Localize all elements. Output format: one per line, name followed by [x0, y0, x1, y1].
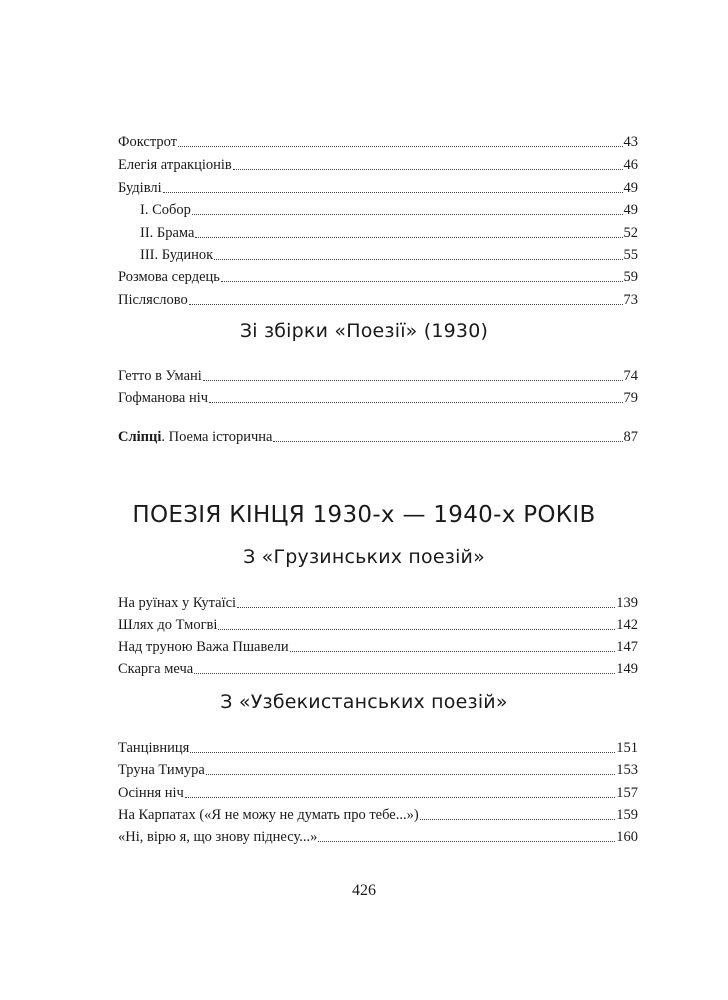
toc-entry-page: 157	[616, 785, 638, 801]
toc-entry[interactable]	[118, 759, 638, 781]
toc-entry-title: Елегія атракціонів	[118, 157, 232, 173]
toc-entry[interactable]	[118, 365, 638, 387]
toc-entry-title: На руїнах у Кутаїсі	[118, 595, 237, 611]
dot-leader	[233, 154, 623, 170]
toc-entry-page: 159	[616, 807, 638, 823]
toc-entry[interactable]	[118, 636, 638, 658]
toc-entry-page: 160	[616, 829, 638, 845]
toc-entry-title: Будівлі	[118, 180, 162, 196]
toc-entry-title: Післяслово	[118, 292, 188, 308]
toc-entry-page: 149	[616, 661, 638, 677]
toc-entry[interactable]	[118, 387, 638, 409]
toc-entry-title: Гетто в Умані	[118, 368, 202, 384]
toc-entry-title: Шлях до Тмогві	[118, 617, 218, 633]
dot-leader	[163, 177, 623, 193]
dot-leader	[194, 658, 615, 674]
page-number: 426	[352, 882, 376, 899]
toc-entry-title: Осіння ніч	[118, 785, 184, 801]
toc-subentry[interactable]	[140, 244, 638, 266]
toc-entry-page: 43	[623, 134, 638, 150]
dot-leader	[273, 426, 622, 442]
toc-entry-title-rest: . Поема історична	[161, 429, 273, 445]
toc-entry[interactable]	[118, 592, 638, 614]
dot-leader	[290, 636, 616, 652]
toc-entry-title-bold: Сліпці	[118, 429, 162, 445]
toc-entry-page: 55	[623, 247, 638, 263]
toc-entry-slipci[interactable]	[118, 426, 638, 448]
toc-entry-page: 142	[616, 617, 638, 633]
toc-entry[interactable]	[118, 289, 638, 311]
dot-leader	[195, 222, 622, 238]
dot-leader	[318, 826, 615, 842]
toc-entry-page: 49	[623, 180, 638, 196]
dot-leader	[237, 592, 615, 608]
toc-entry-page: 49	[623, 202, 638, 218]
toc-entry-page: 87	[623, 429, 638, 445]
toc-entry-page: 74	[623, 368, 638, 384]
toc-entry-title: «Ні, вірю я, що знову піднесу...»	[118, 829, 318, 845]
toc-entry[interactable]	[118, 266, 638, 288]
toc-entry-page: 151	[616, 740, 638, 756]
dot-leader	[218, 614, 615, 630]
dot-leader	[192, 199, 623, 215]
toc-entry-title: Труна Тимура	[118, 762, 205, 778]
dot-leader	[203, 365, 623, 381]
toc-entry[interactable]	[118, 782, 638, 804]
toc-entry-title: Фокстрот	[118, 134, 177, 150]
toc-entry-page: 79	[623, 390, 638, 406]
toc-entry-page: 59	[623, 269, 638, 285]
toc-entry-page: 153	[616, 762, 638, 778]
toc-entry-title: III. Будинок	[140, 247, 214, 263]
dot-leader	[420, 804, 616, 820]
dot-leader	[190, 737, 615, 753]
dot-leader	[209, 387, 622, 403]
toc-entry[interactable]	[118, 826, 638, 848]
toc-entry-title: Над труною Важа Пшавели	[118, 639, 289, 655]
section-heading-georgian: З «Грузинських поезій»	[243, 546, 485, 568]
toc-entry[interactable]	[118, 737, 638, 759]
dot-leader	[178, 131, 623, 147]
dot-leader	[206, 759, 615, 775]
toc-entry-page: 139	[616, 595, 638, 611]
toc-entry[interactable]	[118, 177, 638, 199]
toc-entry-title: Гофманова ніч	[118, 390, 209, 406]
toc-entry-page: 147	[616, 639, 638, 655]
toc-entry-title: Танцівниця	[118, 740, 190, 756]
toc-entry-title: II. Брама	[140, 225, 195, 241]
toc-entry[interactable]	[118, 614, 638, 636]
toc-subentry[interactable]	[140, 222, 638, 244]
section-heading-uzbek: З «Узбекистанських поезій»	[220, 691, 508, 713]
dot-leader	[214, 244, 622, 260]
toc-entry-title: Розмова сердець	[118, 269, 220, 285]
dot-leader	[185, 782, 615, 798]
toc-entry-page: 73	[623, 292, 638, 308]
toc-entry[interactable]	[118, 131, 638, 153]
toc-entry-title: I. Собор	[140, 202, 191, 218]
dot-leader	[189, 289, 623, 305]
section-heading-poezii: Зі збірки «Поезії» (1930)	[239, 320, 489, 342]
toc-entry-title: На Карпатах («Я не можу не думать про тебе...»)	[118, 807, 419, 823]
toc-entry-title: Скарга меча	[118, 661, 194, 677]
dot-leader	[221, 266, 623, 282]
toc-entry-page: 46	[623, 157, 638, 173]
toc-entry-page: 52	[623, 225, 638, 241]
part-heading: ПОЕЗІЯ КІНЦЯ 1930-х — 1940-х РОКІВ	[132, 502, 596, 528]
toc-entry-title	[118, 426, 272, 448]
toc-entry[interactable]	[118, 804, 638, 826]
toc-subentry[interactable]	[140, 199, 638, 221]
toc-entry[interactable]	[118, 154, 638, 176]
toc-entry[interactable]	[118, 658, 638, 680]
